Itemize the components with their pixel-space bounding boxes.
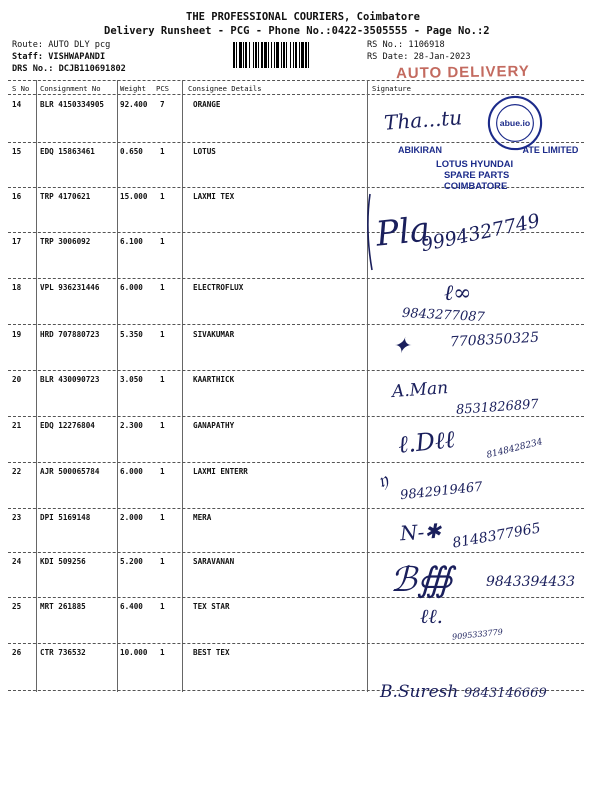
row-weight: 2.300 [120, 421, 143, 430]
row-weight: 6.400 [120, 602, 143, 611]
row-separator [8, 552, 584, 553]
row-weight: 3.050 [120, 375, 143, 384]
route-value: AUTO DLY pcg [48, 40, 111, 50]
row-separator [8, 370, 584, 371]
row-consignee: ORANGE [193, 100, 221, 109]
col-consignment: Consignment No [40, 84, 101, 93]
row-consignment-no: TRP 3006092 [40, 237, 91, 246]
phone-26: 9843146669 [464, 686, 547, 701]
row-consignee: TEX STAR [193, 602, 230, 611]
col-divider [367, 80, 368, 692]
row-separator [8, 278, 584, 279]
seal-text: abue.io [499, 117, 531, 128]
row-pcs: 1 [160, 648, 165, 657]
row-consignment-no: CTR 736532 [40, 648, 86, 657]
row-consignment-no: BLR 430090723 [40, 375, 100, 384]
company-line-stamp [398, 145, 578, 155]
row-weight: 10.000 [120, 648, 148, 657]
barcode-bar [245, 42, 247, 68]
barcode-bar [290, 42, 291, 68]
barcode-bar [253, 42, 254, 68]
company-title: THE PROFESSIONAL COURIERS, Coimbatore [186, 11, 420, 23]
signature-23: N-✱ [399, 518, 442, 546]
row-pcs: 1 [160, 557, 165, 566]
header-top-rule [8, 80, 584, 81]
row-sno: 15 [12, 147, 22, 156]
name-20: A.Man [391, 378, 449, 402]
col-weight: Weight [120, 84, 146, 93]
row-consignee: SIVAKUMAR [193, 330, 235, 339]
rs-no-value: 1106918 [408, 40, 445, 50]
route-line [12, 40, 110, 50]
barcode-bar [233, 42, 235, 68]
row-separator [8, 416, 584, 417]
rs-no-label: RS No.: [367, 40, 404, 50]
col-sno: S No [12, 84, 30, 93]
barcode-bar [293, 42, 294, 68]
barcode-bar [274, 42, 275, 68]
phone-23: 8148377965 [451, 520, 542, 552]
row-separator [8, 643, 584, 644]
barcode-bar [239, 42, 242, 68]
row-pcs: 1 [160, 237, 165, 246]
row-weight: 6.000 [120, 283, 143, 292]
signature-stroke [360, 192, 390, 272]
lotus-stamp-line2: SPARE PARTS [444, 169, 510, 180]
signature-18: ℓ∞ [444, 281, 472, 306]
runsheet-title: Delivery Runsheet - PCG - Phone No.:0422-3505555 - Page No.:2 [104, 25, 490, 37]
row-sno: 18 [12, 283, 22, 292]
row-weight: 15.000 [120, 192, 148, 201]
row-weight: 5.200 [120, 557, 143, 566]
staff-value: VISHWAPANDI [48, 52, 106, 62]
phone-18: 9843277087 [401, 305, 486, 326]
staff-line [12, 52, 105, 62]
row-consignee: MERA [193, 513, 212, 522]
barcode-bar [276, 42, 279, 68]
company-line-head: ABIKIRAN [398, 145, 442, 155]
lotus-stamp-line3: COIMBATORE [444, 180, 508, 191]
row-pcs: 1 [160, 375, 165, 384]
row-pcs: 1 [160, 421, 165, 430]
barcode-bar [255, 42, 257, 68]
col-consignee: Consignee Details [188, 84, 262, 93]
row-pcs: 1 [160, 283, 165, 292]
barcode-bar [283, 42, 285, 68]
row-consignment-no: AJR 500065784 [40, 467, 100, 476]
col-divider [36, 80, 37, 692]
phone-22: 9842919467 [399, 479, 484, 504]
row-sno: 23 [12, 513, 22, 522]
barcode-bar [299, 42, 300, 68]
row-weight: 6.000 [120, 467, 143, 476]
row-pcs: 1 [160, 147, 165, 156]
barcode-bar [271, 42, 272, 68]
phone-21: 8148428234 [485, 437, 544, 461]
phone-19: 7708350325 [449, 329, 540, 351]
row-consignment-no: KDI 509256 [40, 557, 86, 566]
row-weight: 0.650 [120, 147, 143, 156]
row-consignee: BEST TEX [193, 648, 230, 657]
row-sno: 19 [12, 330, 22, 339]
row-sno: 17 [12, 237, 22, 246]
row-sno: 22 [12, 467, 22, 476]
row-weight: 92.400 [120, 100, 148, 109]
phone-16: 9994327749 [419, 209, 542, 257]
row-pcs: 1 [160, 467, 165, 476]
row-sno: 14 [12, 100, 22, 109]
row-consignment-no: HRD 707880723 [40, 330, 100, 339]
row-consignment-no: BLR 4150334905 [40, 100, 105, 109]
drs-line [12, 64, 126, 74]
name-26: B.Suresh [380, 682, 459, 702]
auto-delivery-stamp: AUTO DELIVERY [395, 62, 530, 83]
row-consignment-no: MRT 261885 [40, 602, 86, 611]
row-consignee: GANAPATHY [193, 421, 235, 430]
signature-22: 𝔶 [374, 467, 392, 493]
drs-value: DCJB110691802 [58, 64, 126, 74]
barcode-bar [268, 42, 269, 68]
rs-no-line [367, 40, 445, 50]
barcode-bar [286, 42, 287, 68]
phone-20: 8531826897 [455, 397, 540, 418]
signature-24: ℬ∰ [390, 560, 453, 600]
barcode-bar [264, 42, 267, 68]
row-consignee: ELECTROFLUX [193, 283, 244, 292]
barcode-bar [281, 42, 282, 68]
barcode-bar [258, 42, 259, 68]
rs-date-value: 28-Jan-2023 [413, 52, 471, 62]
row-consignment-no: TRP 4170621 [40, 192, 91, 201]
barcode [233, 42, 363, 68]
row-consignee: LOTUS [193, 147, 216, 156]
signature-25: ℓℓ. [420, 604, 444, 628]
company-line-tail: ATE LIMITED [522, 145, 579, 155]
route-label: Route: [12, 40, 44, 50]
row-consignment-no: EDQ 15863461 [40, 147, 95, 156]
row-separator [8, 324, 584, 325]
barcode-bar [301, 42, 304, 68]
row-consignment-no: EDQ 12276804 [40, 421, 95, 430]
row-sno: 25 [12, 602, 22, 611]
barcode-bar [305, 42, 307, 68]
barcode-bar [249, 42, 250, 68]
row-sno: 16 [12, 192, 22, 201]
lotus-stamp-line1: LOTUS HYUNDAI [436, 158, 514, 169]
signature-16: Pla [374, 209, 432, 255]
row-consignment-no: VPL 936231446 [40, 283, 100, 292]
barcode-bar [236, 42, 237, 68]
col-signature: Signature [372, 84, 411, 93]
company-seal [486, 94, 544, 152]
row-consignee: KAARTHICK [193, 375, 235, 384]
signature-14: Tha...tu [383, 105, 463, 135]
row-pcs: 1 [160, 330, 165, 339]
row-separator [8, 462, 584, 463]
row-consignee: LAXMI TEX [193, 192, 235, 201]
row-pcs: 1 [160, 602, 165, 611]
barcode-bar [243, 42, 244, 68]
row-separator [8, 508, 584, 509]
barcode-bar [261, 42, 263, 68]
row-consignee: SARAVANAN [193, 557, 235, 566]
row-consignee: LAXMI ENTERR [193, 467, 248, 476]
row-weight: 2.000 [120, 513, 143, 522]
drs-label: DRS No.: [12, 64, 54, 74]
row-sno: 21 [12, 421, 22, 430]
barcode-bar [308, 42, 309, 68]
staff-label: Staff: [12, 52, 44, 62]
row-pcs: 1 [160, 513, 165, 522]
rs-date-label: RS Date: [367, 52, 409, 62]
row-separator [8, 597, 584, 598]
signature-21: ℓ.Dℓℓ [396, 425, 457, 459]
row-pcs: 1 [160, 192, 165, 201]
row-consignment-no: DPI 5169148 [40, 513, 91, 522]
phone-24: 9843394433 [486, 574, 576, 590]
col-pcs: PCS [156, 84, 169, 93]
row-sno: 26 [12, 648, 22, 657]
row-pcs: 7 [160, 100, 165, 109]
rs-date-line [367, 52, 471, 62]
phone-25: 9095333779 [451, 627, 504, 642]
row-weight: 5.350 [120, 330, 143, 339]
col-divider [182, 80, 183, 692]
col-divider [117, 80, 118, 692]
signature-19: ✦ [392, 334, 411, 359]
row-sno: 20 [12, 375, 22, 384]
barcode-bar [295, 42, 297, 68]
row-sno: 24 [12, 557, 22, 566]
row-weight: 6.100 [120, 237, 143, 246]
